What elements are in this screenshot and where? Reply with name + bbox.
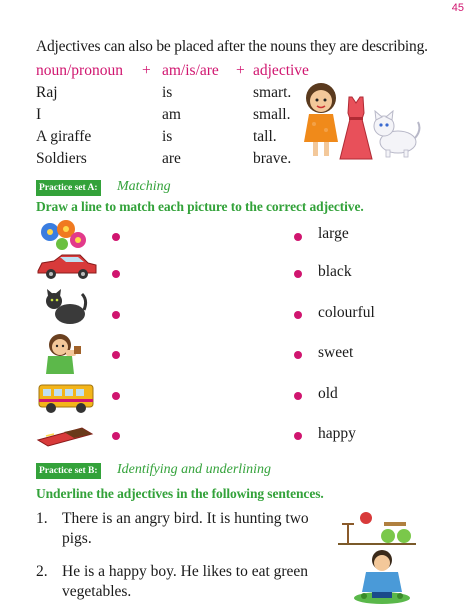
black-cat-picture: [42, 288, 88, 326]
adjective-dot[interactable]: [294, 233, 302, 241]
header-noun: noun/pronoun: [36, 62, 123, 79]
row-2-adjective: small.: [253, 106, 291, 123]
row-1-adjective: smart.: [253, 84, 292, 101]
picture-dot[interactable]: [112, 311, 120, 319]
row-3-verb: is: [162, 128, 173, 145]
row-1-noun: Raj: [36, 84, 58, 101]
white-cat-illustration: [370, 110, 422, 158]
practice-a-title: Matching: [117, 179, 171, 194]
adjective-dot[interactable]: [294, 432, 302, 440]
boy-eating-illustration: [352, 548, 414, 606]
adjective-dot[interactable]: [294, 311, 302, 319]
row-2-verb: am: [162, 106, 181, 123]
picture-dot[interactable]: [112, 270, 120, 278]
car-picture: [36, 253, 98, 281]
row-4-verb: are: [162, 150, 181, 167]
adjective-large: large: [318, 225, 349, 242]
angry-bird-illustration: [336, 510, 418, 548]
sentence-1-number: 1.: [36, 510, 48, 527]
practice-a-instruction: Draw a line to match each picture to the correct adjective.: [36, 199, 364, 214]
sentence-2-line-2: vegetables.: [62, 583, 132, 600]
row-4-noun: Soldiers: [36, 150, 87, 167]
sentence-1-line-1: There is an angry bird. It is hunting two: [62, 510, 309, 527]
row-1-verb: is: [162, 84, 173, 101]
header-plus-2: +: [236, 62, 245, 79]
row-2-noun: I: [36, 106, 42, 123]
adjective-dot[interactable]: [294, 270, 302, 278]
header-plus-1: +: [142, 62, 151, 79]
practice-b-instruction: Underline the adjectives in the following sentences.: [36, 486, 324, 501]
picture-dot[interactable]: [112, 233, 120, 241]
adjective-dot[interactable]: [294, 351, 302, 359]
girl-eating-picture: [40, 332, 84, 376]
sentence-2-number: 2.: [36, 563, 48, 580]
adjective-black: black: [318, 263, 352, 280]
adjective-colourful: colourful: [318, 304, 375, 321]
flowers-picture: [38, 218, 90, 250]
header-adjective: adjective: [253, 62, 309, 79]
page-number: 45: [451, 2, 464, 14]
practice-a-badge: Practice set A:: [36, 180, 101, 196]
adjective-old: old: [318, 385, 338, 402]
row-4-adjective: brave.: [253, 150, 292, 167]
adjective-dot[interactable]: [294, 392, 302, 400]
row-3-noun: A giraffe: [36, 128, 92, 145]
sentence-2-line-1: He is a happy boy. He likes to eat green: [62, 563, 309, 580]
row-3-adjective: tall.: [253, 128, 277, 145]
practice-b-title: Identifying and underlining: [117, 462, 271, 477]
sentence-1-line-2: pigs.: [62, 530, 92, 547]
dress-illustration: [338, 95, 374, 161]
girl-illustration: [300, 80, 342, 160]
bus-picture: [37, 381, 95, 415]
practice-b-badge: Practice set B:: [36, 463, 101, 479]
adjective-sweet: sweet: [318, 344, 354, 361]
picture-dot[interactable]: [112, 432, 120, 440]
picture-dot[interactable]: [112, 351, 120, 359]
header-verb: am/is/are: [162, 62, 219, 79]
chocolate-picture: [34, 422, 96, 448]
adjective-happy: happy: [318, 425, 356, 442]
picture-dot[interactable]: [112, 392, 120, 400]
intro-text: Adjectives can also be placed after the nouns they are describing.: [36, 38, 428, 55]
